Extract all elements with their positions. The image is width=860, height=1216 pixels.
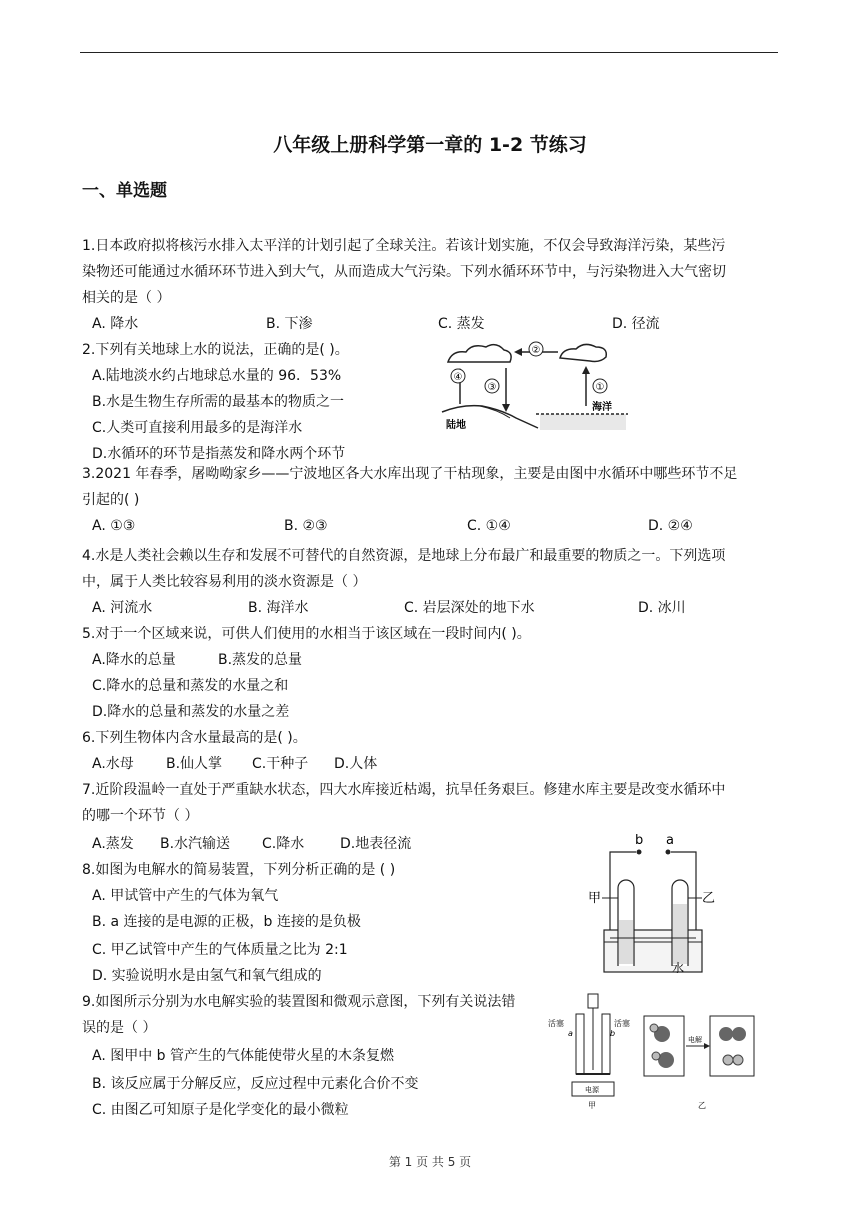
page-footer: 第 1 页 共 5 页 bbox=[388, 1155, 472, 1169]
q8-option-d: D. 实验说明水是由氢气和氧气组成的 bbox=[92, 968, 322, 984]
terminal-b bbox=[637, 850, 642, 855]
water-label: 水 bbox=[672, 961, 685, 975]
q7-line2: 的哪一个环节（ ） bbox=[82, 808, 199, 824]
label-1: ① bbox=[595, 382, 605, 393]
q1-option-c: C. 蒸发 bbox=[438, 316, 485, 332]
tube-a-label: a bbox=[568, 1029, 573, 1038]
q4-option-d: D. 冰川 bbox=[638, 600, 686, 616]
q3-option-d: D. ②④ bbox=[648, 518, 693, 534]
tube-yi-label: 乙 bbox=[702, 891, 716, 906]
figure-jia-label: 甲 bbox=[588, 1101, 596, 1110]
q7-option-d: D.地表径流 bbox=[340, 836, 412, 852]
power-supply-label: 电源 bbox=[585, 1086, 599, 1094]
terminal-b-label: b bbox=[635, 833, 644, 848]
tube-jia-water bbox=[619, 920, 633, 964]
oxygen-molecule-a bbox=[719, 1027, 733, 1041]
q5-option-d: D.降水的总量和蒸发的水量之差 bbox=[92, 704, 290, 720]
q6-option-a: A.水母 bbox=[92, 756, 134, 772]
land-label: 陆地 bbox=[446, 420, 466, 431]
q4-line2: 中，属于人类比较容易利用的淡水资源是（ ） bbox=[82, 574, 367, 590]
q3-line1: 3.2021 年春季，屠呦呦家乡——宁波地区各大水库出现了干枯现象，主要是由图中水循环中哪些环节不足 bbox=[82, 466, 738, 482]
q8-stem: 8.如图为电解水的简易装置，下列分析正确的是 ( ) bbox=[82, 862, 396, 878]
tube-yi-water bbox=[673, 904, 687, 964]
reaction-arrow-head bbox=[704, 1043, 710, 1049]
q9-line1: 9.如图所示分别为水电解实验的装置图和微观示意图，下列有关说法错 bbox=[82, 994, 516, 1010]
terminal-a bbox=[666, 850, 671, 855]
sea-label: 海洋 bbox=[592, 402, 612, 413]
q3-option-a: A. ①③ bbox=[92, 518, 136, 534]
q1-line3: 相关的是（ ） bbox=[82, 290, 171, 306]
arrow-1-head bbox=[582, 366, 590, 374]
hydrogen-molecule-a bbox=[723, 1055, 733, 1065]
q1-line1: 1.日本政府拟将核污水排入太平洋的计划引起了全球关注。若该计划实施，不仅会导致海洋污染，某些污 bbox=[82, 238, 726, 254]
q3-option-c: C. ①④ bbox=[467, 518, 511, 534]
figure-yi-label: 乙 bbox=[698, 1101, 706, 1110]
hydrogen-molecule-b bbox=[733, 1055, 743, 1065]
stopcock-right-label: 活塞 bbox=[614, 1019, 630, 1028]
tube-b-label: b bbox=[610, 1029, 616, 1038]
q1-option-a: A. 降水 bbox=[92, 316, 139, 332]
q2-option-a: A.陆地淡水约占地球总水量的 96．53% bbox=[92, 368, 342, 384]
q1-line2: 染物还可能通过水循环环节进入到大气，从而造成大气污染。下列水循环环节中，与污染物进入大气密切 bbox=[82, 264, 726, 280]
tube-jia-label: 甲 bbox=[588, 891, 602, 906]
q2-option-b: B.水是生物生存所需的最基本的物质之一 bbox=[92, 394, 345, 410]
q7-option-c: C.降水 bbox=[262, 836, 305, 852]
q9-option-b: B. 该反应属于分解反应，反应过程中元素化合价不变 bbox=[92, 1076, 419, 1092]
q2-stem: 2.下列有关地球上水的说法，正确的是( )。 bbox=[82, 342, 349, 358]
q5-option-a: A.降水的总量 bbox=[92, 652, 176, 668]
product-box bbox=[710, 1016, 754, 1076]
terminal-a-label: a bbox=[666, 833, 674, 848]
q6-option-c: C.干种子 bbox=[252, 756, 309, 772]
q8-option-c: C. 甲乙试管中产生的气体质量之比为 2:1 bbox=[92, 942, 348, 958]
q2-option-c: C.人类可直接利用最多的是海洋水 bbox=[92, 420, 303, 436]
tube-a bbox=[576, 1014, 584, 1074]
q9-option-a: A. 图甲中 b 管产生的气体能使带火星的木条复燃 bbox=[92, 1048, 395, 1064]
water-molecule-1-h bbox=[650, 1024, 658, 1032]
header-rule bbox=[80, 52, 778, 53]
q7-line1: 7.近阶段温岭一直处于严重缺水状态，四大水库接近枯竭，抗旱任务艰巨。修建水库主要是改变水循环中 bbox=[82, 782, 726, 798]
q4-option-c: C. 岩层深处的地下水 bbox=[404, 600, 535, 616]
electrolysis-label: 电解 bbox=[688, 1036, 702, 1044]
q4-option-b: B. 海洋水 bbox=[248, 600, 309, 616]
section-title: 一、单选题 bbox=[82, 181, 167, 201]
q1-option-d: D. 径流 bbox=[612, 316, 660, 332]
tube-b bbox=[602, 1014, 610, 1074]
q6-option-b: B.仙人掌 bbox=[166, 756, 223, 772]
q7-option-b: B.水汽输送 bbox=[160, 836, 231, 852]
q2-option-d: D.水循环的环节是指蒸发和降水两个环节 bbox=[92, 446, 346, 462]
q1-option-b: B. 下渗 bbox=[266, 316, 313, 332]
arrow-3-head bbox=[502, 404, 510, 412]
land-cloud bbox=[448, 345, 511, 362]
q6-option-d: D.人体 bbox=[334, 756, 378, 772]
q4-line1: 4.水是人类社会赖以生存和发展不可替代的自然资源，是地球上分布最广和最重要的物质之一。下列选项 bbox=[82, 548, 726, 564]
oxygen-molecule-b bbox=[732, 1027, 746, 1041]
q3-line2: 引起的( ) bbox=[82, 492, 140, 508]
q5-option-b: B.蒸发的总量 bbox=[218, 652, 303, 668]
funnel bbox=[588, 994, 598, 1008]
page-title: 八年级上册科学第一章的 1-2 节练习 bbox=[273, 134, 587, 156]
label-4: ④ bbox=[453, 372, 463, 383]
water-cycle-figure bbox=[440, 340, 630, 432]
label-3: ③ bbox=[487, 382, 497, 393]
q6-stem: 6.下列生物体内含水量最高的是( )。 bbox=[82, 730, 307, 746]
electrolysis-apparatus-figure bbox=[588, 830, 718, 978]
electrolysis-micro-figure bbox=[548, 990, 778, 1110]
q9-option-c: C. 由图乙可知原子是化学变化的最小微粒 bbox=[92, 1102, 349, 1118]
q8-option-a: A. 甲试管中产生的气体为氧气 bbox=[92, 888, 279, 904]
sea-body bbox=[540, 414, 626, 430]
q9-line2: 误的是（ ） bbox=[82, 1020, 157, 1036]
stopcock-left-label: 活塞 bbox=[548, 1019, 564, 1028]
arrow-2-head bbox=[514, 348, 522, 356]
q4-option-a: A. 河流水 bbox=[92, 600, 153, 616]
sea-cloud bbox=[560, 344, 606, 361]
q7-option-a: A.蒸发 bbox=[92, 836, 134, 852]
label-2: ② bbox=[531, 345, 541, 356]
q3-option-b: B. ②③ bbox=[284, 518, 328, 534]
water-molecule-2-o bbox=[658, 1052, 674, 1068]
q5-option-c: C.降水的总量和蒸发的水量之和 bbox=[92, 678, 289, 694]
q5-stem: 5.对于一个区域来说，可供人们使用的水相当于该区域在一段时间内( )。 bbox=[82, 626, 531, 642]
q8-option-b: B. a 连接的是电源的正极，b 连接的是负极 bbox=[92, 914, 361, 930]
water-molecule-2-h bbox=[652, 1052, 660, 1060]
